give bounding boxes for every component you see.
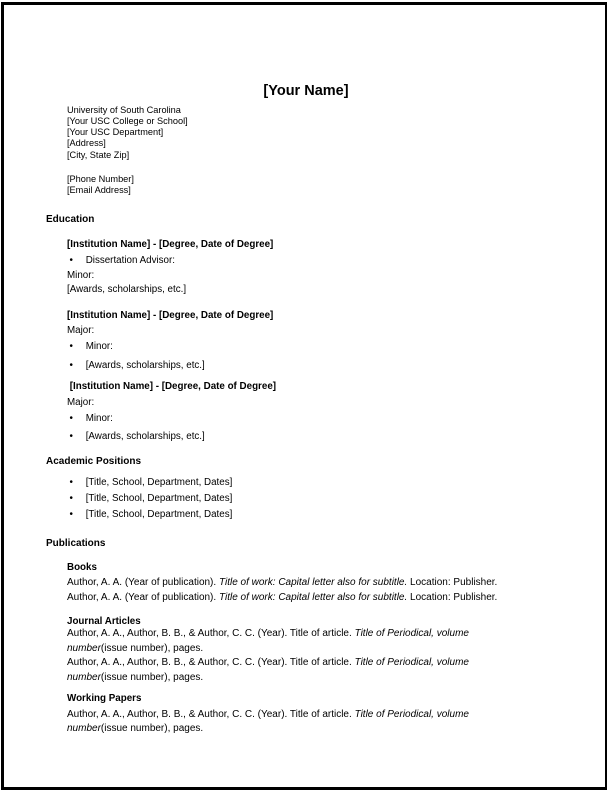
major-label: Major:: [67, 396, 95, 408]
email-line: [Email Address]: [67, 185, 131, 196]
education-heading: Education: [46, 214, 95, 225]
working-paper-citation: [67, 708, 507, 737]
citation-text: Location: Publisher.: [407, 576, 498, 588]
minor-label: • Minor:: [85, 340, 113, 352]
city-state-zip-line: [City, State Zip]: [67, 149, 130, 160]
name-heading: [Your Name]: [263, 82, 349, 99]
working-papers-subheading: Working Papers: [67, 693, 142, 704]
position-item: [67, 509, 507, 521]
bullet-line: [67, 360, 507, 372]
bullet-line: [67, 255, 507, 267]
citation-text: (issue number), pages.: [100, 723, 204, 735]
institution-degree-line: [Institution Name] - [Degree, Date of Degree]: [67, 239, 274, 250]
bullet-line: [67, 413, 507, 425]
citation-text: Author, A. A. (Year of publication).: [67, 576, 219, 588]
minor-label: Minor:: [67, 269, 95, 281]
working-papers-section: [67, 693, 507, 737]
position-item: [67, 477, 507, 489]
dissertation-advisor-label: • Dissertation Advisor:: [85, 255, 175, 266]
citation-title-italic: Title of Periodical, volume number: [67, 708, 469, 735]
awards-label: • [Awards, scholarships, etc.]: [85, 430, 205, 442]
book-citation: [67, 576, 507, 591]
citation-text: Author, A. A., Author, B. B., & Author, C. C. (Year). Title of article.: [67, 657, 355, 668]
citation-text: Author, A. A., Author, B. B., & Author, C. C. (Year). Title of article.: [67, 708, 355, 720]
citation-text: Author, A. A., Author, B. B., & Author, C. C. (Year). Title of article.: [67, 628, 355, 639]
journal-articles-section: [67, 616, 507, 686]
academic-positions-heading: Academic Positions: [46, 456, 142, 467]
journal-citation: [67, 656, 507, 685]
bullet-line: [67, 341, 507, 353]
position-label: • [Title, School, Department, Dates]: [85, 509, 233, 521]
awards-label: [Awards, scholarships, etc.]: [67, 283, 187, 295]
institution-degree-line: [Institution Name] - [Degree, Date of Degree]: [67, 309, 274, 321]
education-entry-2: [67, 310, 507, 372]
citation-text: Location: Publisher.: [407, 592, 498, 604]
citation-title-italic: Title of work: Capital letter also for subtitle.: [218, 576, 408, 588]
education-entry-3: [67, 381, 507, 442]
major-label: Major:: [67, 324, 95, 336]
contact-address-block: [67, 105, 188, 161]
citation-title-italic: Title of work: Capital letter also for subtitle.: [218, 592, 408, 604]
citation-text: (issue number), pages.: [100, 671, 204, 683]
book-citation: [67, 591, 507, 606]
university-line: University of South Carolina: [67, 104, 181, 115]
citation-text: (issue number), pages.: [100, 642, 204, 654]
bullet-line: [67, 431, 507, 443]
citation-title-italic: Title of Periodical, volume number: [67, 657, 469, 683]
minor-label: • Minor:: [85, 412, 113, 424]
academic-positions-list: [67, 477, 507, 521]
institution-degree-line: [Institution Name] - [Degree, Date of Degree]: [67, 381, 277, 392]
awards-label: • [Awards, scholarships, etc.]: [85, 359, 205, 371]
college-line: [Your USC College or School]: [67, 115, 188, 126]
contact-comm-block: [67, 174, 134, 197]
citation-text: Author, A. A. (Year of publication).: [67, 592, 219, 604]
position-label: • [Title, School, Department, Dates]: [85, 493, 233, 505]
journal-citation: [67, 627, 507, 656]
phone-line: [Phone Number]: [67, 174, 134, 184]
publications-heading: Publications: [46, 537, 106, 549]
journal-articles-subheading: Journal Articles: [67, 615, 141, 627]
position-item: [67, 493, 507, 505]
position-label: • [Title, School, Department, Dates]: [85, 477, 233, 488]
department-line: [Your USC Department]: [67, 127, 164, 138]
books-section: [67, 562, 507, 606]
books-subheading: Books: [67, 562, 97, 573]
address-line: [Address]: [67, 138, 106, 149]
education-entry-1: [67, 239, 507, 295]
citation-title-italic: Title of Periodical, volume number: [67, 628, 469, 654]
